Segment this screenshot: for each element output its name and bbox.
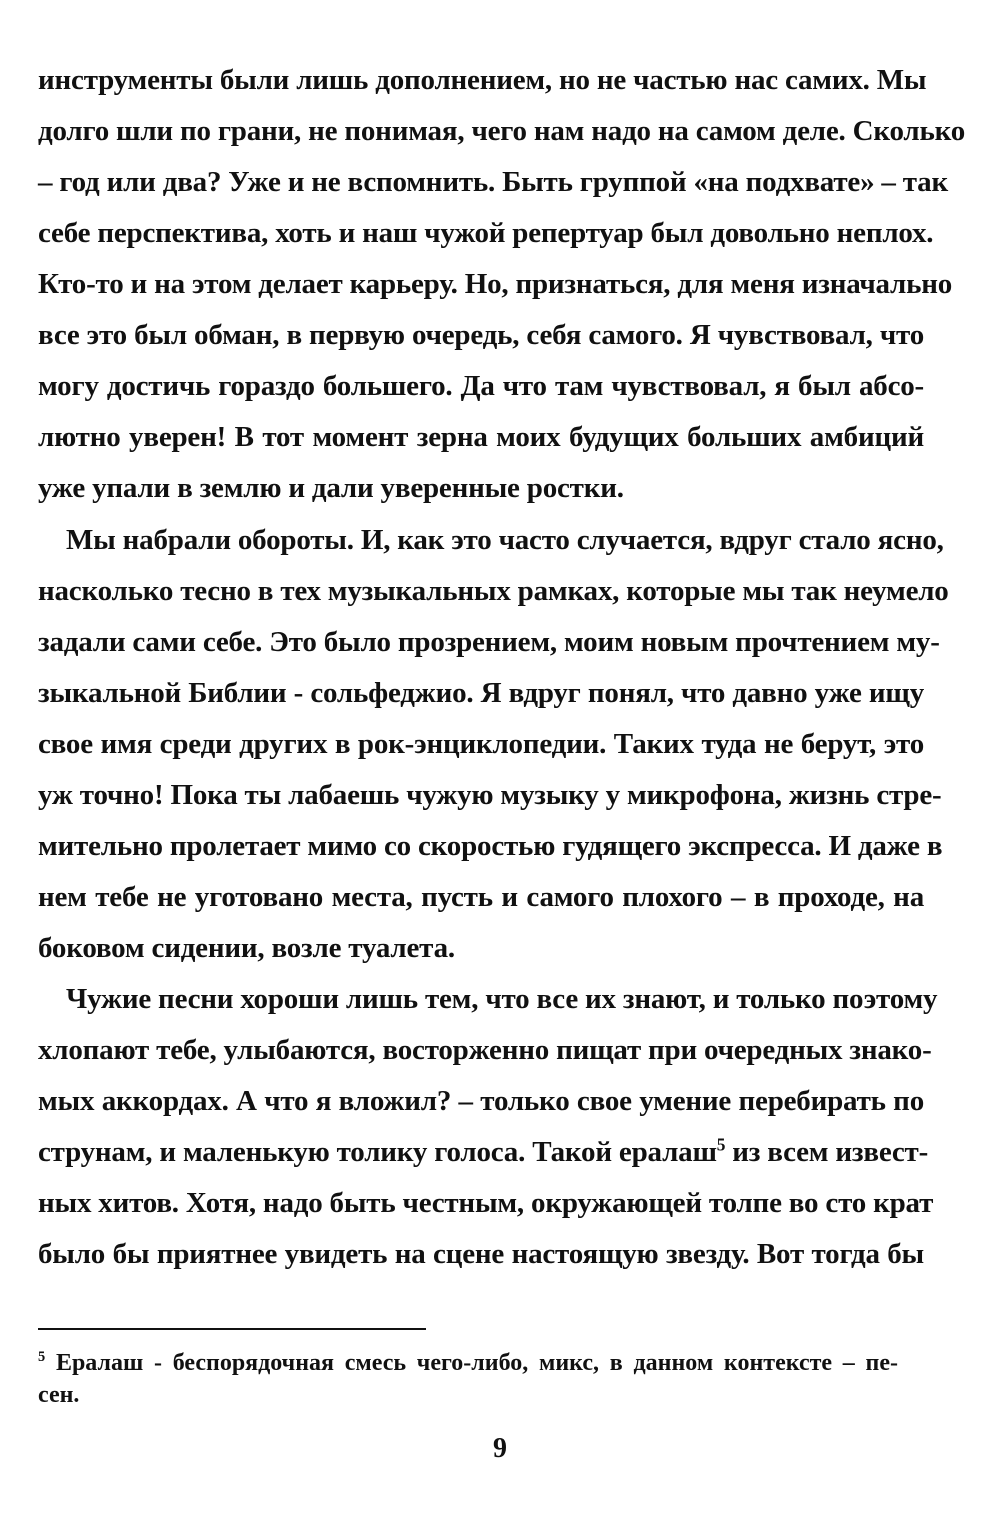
body-text-line: свое имя среди других в рок-энциклопедии. Таких туда не берут, это [38,728,924,760]
body-text-line: ных хитов. Хотя, надо быть честным, окружающей толпе во сто крат [38,1187,934,1219]
body-text-line: Мы набрали обороты. И, как это часто случается, вдруг стало ясно, [66,524,944,556]
body-text-line: насколько тесно в тех музыкальных рамках, которые мы так неумело [38,575,949,607]
footnote-text-line [38,1348,898,1378]
body-text-line: задали сами себе. Это было прозрением, моим новым прочтением му- [38,626,940,658]
body-text-line: могу достичь гораздо большего. Да что там чувствовал, я был абсо- [38,370,924,402]
body-text-line: было бы приятнее увидеть на сцене настоящую звезду. Вот тогда бы [38,1238,924,1270]
body-text-line: хлопают тебе, улыбаются, восторженно пищат при очередных знако- [38,1034,932,1066]
body-text-line: себе перспектива, хоть и наш чужой репертуар был довольно неплох. [38,217,934,249]
body-text-line-with-footnote-ref [38,1134,929,1170]
body-text-line: Чужие песни хороши лишь тем, что все их знают, и только поэтому [66,983,938,1015]
body-text-line: – год или два? Уже и не вспомнить. Быть группой «на подхвате» – так [38,166,948,198]
body-text-line: инструменты были лишь дополнением, но не частью нас самих. Мы [38,64,927,96]
footnote-text-line: сен. [38,1382,80,1408]
body-text-line: лютно уверен! В тот момент зерна моих будущих больших амбиций [38,421,924,453]
footnote-separator [38,1328,426,1330]
body-text-line: все это был обман, в первую очередь, себя самого. Я чувствовал, что [38,319,924,351]
body-text-line: зыкальной Библии - сольфеджио. Я вдруг понял, что давно уже ищу [38,677,924,709]
body-text-line: долго шли по грани, не понимая, чего нам надо на самом деле. Сколько [38,115,966,147]
body-text-line: мительно пролетает мимо со скоростью гудящего экспресса. И даже в [38,830,943,862]
page-number: 9 [493,1433,507,1464]
footnote-reference[interactable]: 5 [716,1134,726,1155]
body-text-line: мых аккордах. А что я вложил? – только свое умение перебирать по [38,1085,924,1117]
footnote-marker: 5 [38,1349,46,1365]
body-text-line: уже упали в землю и дали уверенные ростки. [38,472,624,504]
body-text-line: Кто-то и на этом делает карьеру. Но, признаться, для меня изначально [38,268,953,300]
body-text-line: уж точно! Пока ты лабаешь чужую музыку у микрофона, жизнь стре- [38,779,942,811]
text-segment: струнам, и маленькую толику голоса. Такой ералаш [38,1136,717,1168]
footnote-text: Ералаш - беспорядочная смесь чего-либо, микс, в данном контексте – пе- [45,1350,898,1376]
body-text-line: нем тебе не уготовано места, пусть и самого плохого – в проходе, на [38,881,924,913]
body-text-line: боковом сидении, возле туалета. [38,932,455,964]
text-segment: из всем извест- [725,1136,929,1168]
